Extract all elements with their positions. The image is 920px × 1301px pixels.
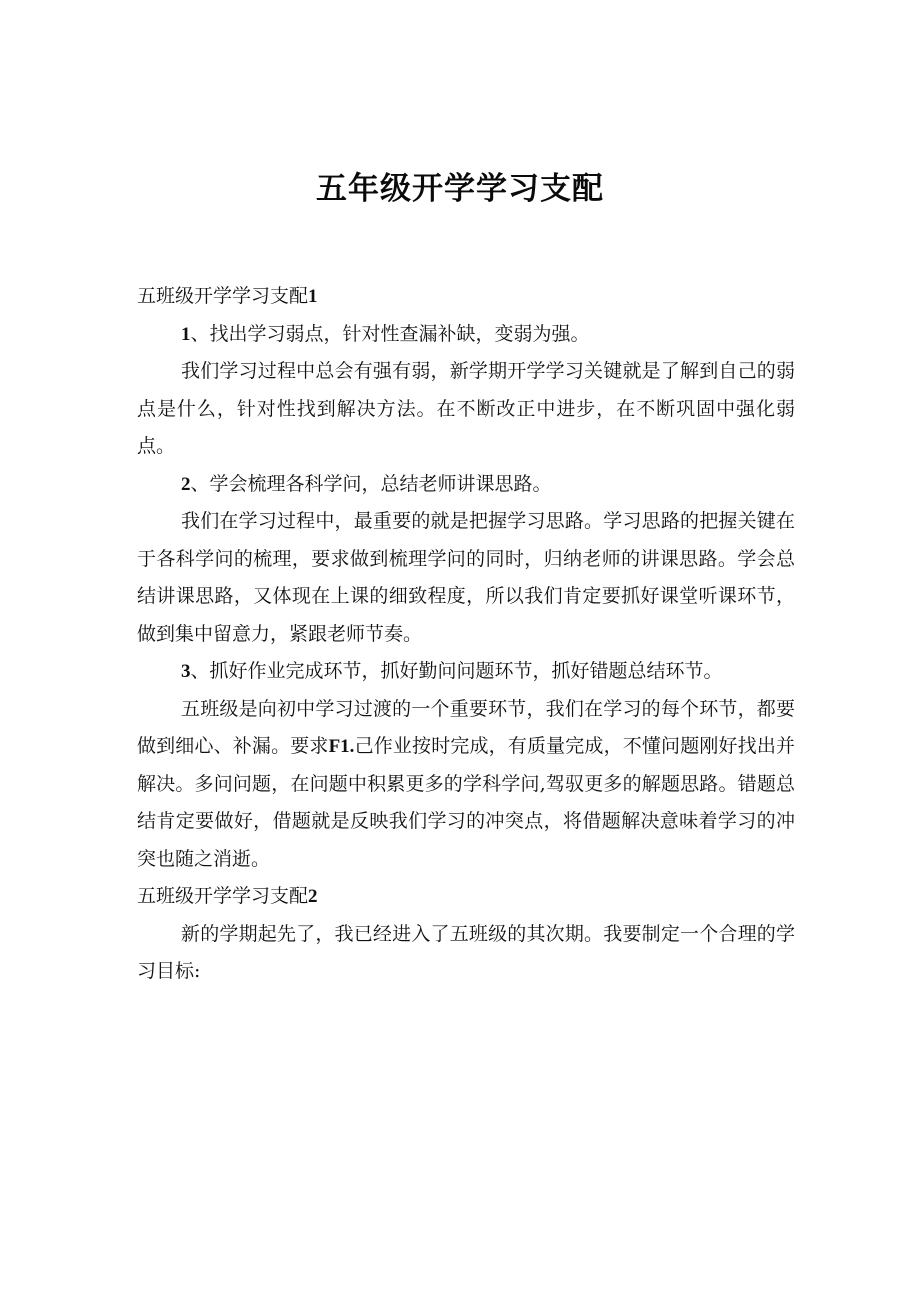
section-1-paragraph-1: 我们学习过程中总会有强有弱，新学期开学学习关键就是了解到自己的弱点是什么，针对性找到解决方法。在不断改正中进步，在不断巩固中强化弱点。 xyxy=(137,360,795,457)
section-1-paragraph-2: 我们在学习过程中，最重要的就是把握学习思路。学习思路的把握关键在于各科学问的梳理，要求做到梳理学问的同时，归纳老师的讲课思路。学会总结讲课思路，又体现在上课的细致程度，所以我们肯定要抓好课堂听课环节，做到集中留意力，紧跟老师节奏。 xyxy=(137,510,795,645)
section-1-heading-number: 1 xyxy=(308,286,318,307)
item-2-number: 2 xyxy=(181,473,191,495)
item-2-text: 、学会梳理各科学问，总结老师讲课思路。 xyxy=(190,472,552,495)
section-1-item-2 xyxy=(137,466,795,504)
section-2-heading xyxy=(137,878,795,916)
item-1-number: 1 xyxy=(181,323,191,345)
section-1-item-3 xyxy=(137,653,795,691)
paragraph-3-part-1: 五班级是向初中学习过渡的一个重要环节，我们在学习的每个环节，都要做到细心、补漏。要求 xyxy=(137,697,795,757)
section-2-heading-text: 五班级开学学习支配 xyxy=(137,885,309,907)
section-2-paragraph-1: 新的学期起先了，我已经进入了五班级的其次期。我要制定一个合理的学习目标: xyxy=(137,922,795,982)
paragraph-3-part-2: 己作业按时完成，有质量完成，不懂问题刚好找出并解决。多问问题，在问题中积累更多的学科学问,驾驭更多的解题思路。错题总结肯定要做好，借题就是反映我们学习的冲突点，将借题解决意味着学习的冲突也随之消逝。 xyxy=(137,735,795,870)
item-3-number: 3 xyxy=(181,661,191,682)
section-1-heading-text: 五班级开学学习支配 xyxy=(137,285,309,307)
paragraph-3-code: F1. xyxy=(328,736,355,757)
document-body xyxy=(137,278,795,991)
section-1-paragraph-3 xyxy=(137,691,795,879)
section-1-item-1 xyxy=(137,316,795,354)
item-3-text: 、抓好作业完成环节，抓好勤问问题环节，抓好错题总结环节。 xyxy=(190,660,723,682)
document-title: 五年级开学学习支配 xyxy=(316,170,604,207)
item-1-text: 、找出学习弱点，针对性查漏补缺，变弱为强。 xyxy=(190,322,590,345)
section-1-heading xyxy=(137,278,795,316)
section-2-heading-number: 2 xyxy=(308,886,318,907)
